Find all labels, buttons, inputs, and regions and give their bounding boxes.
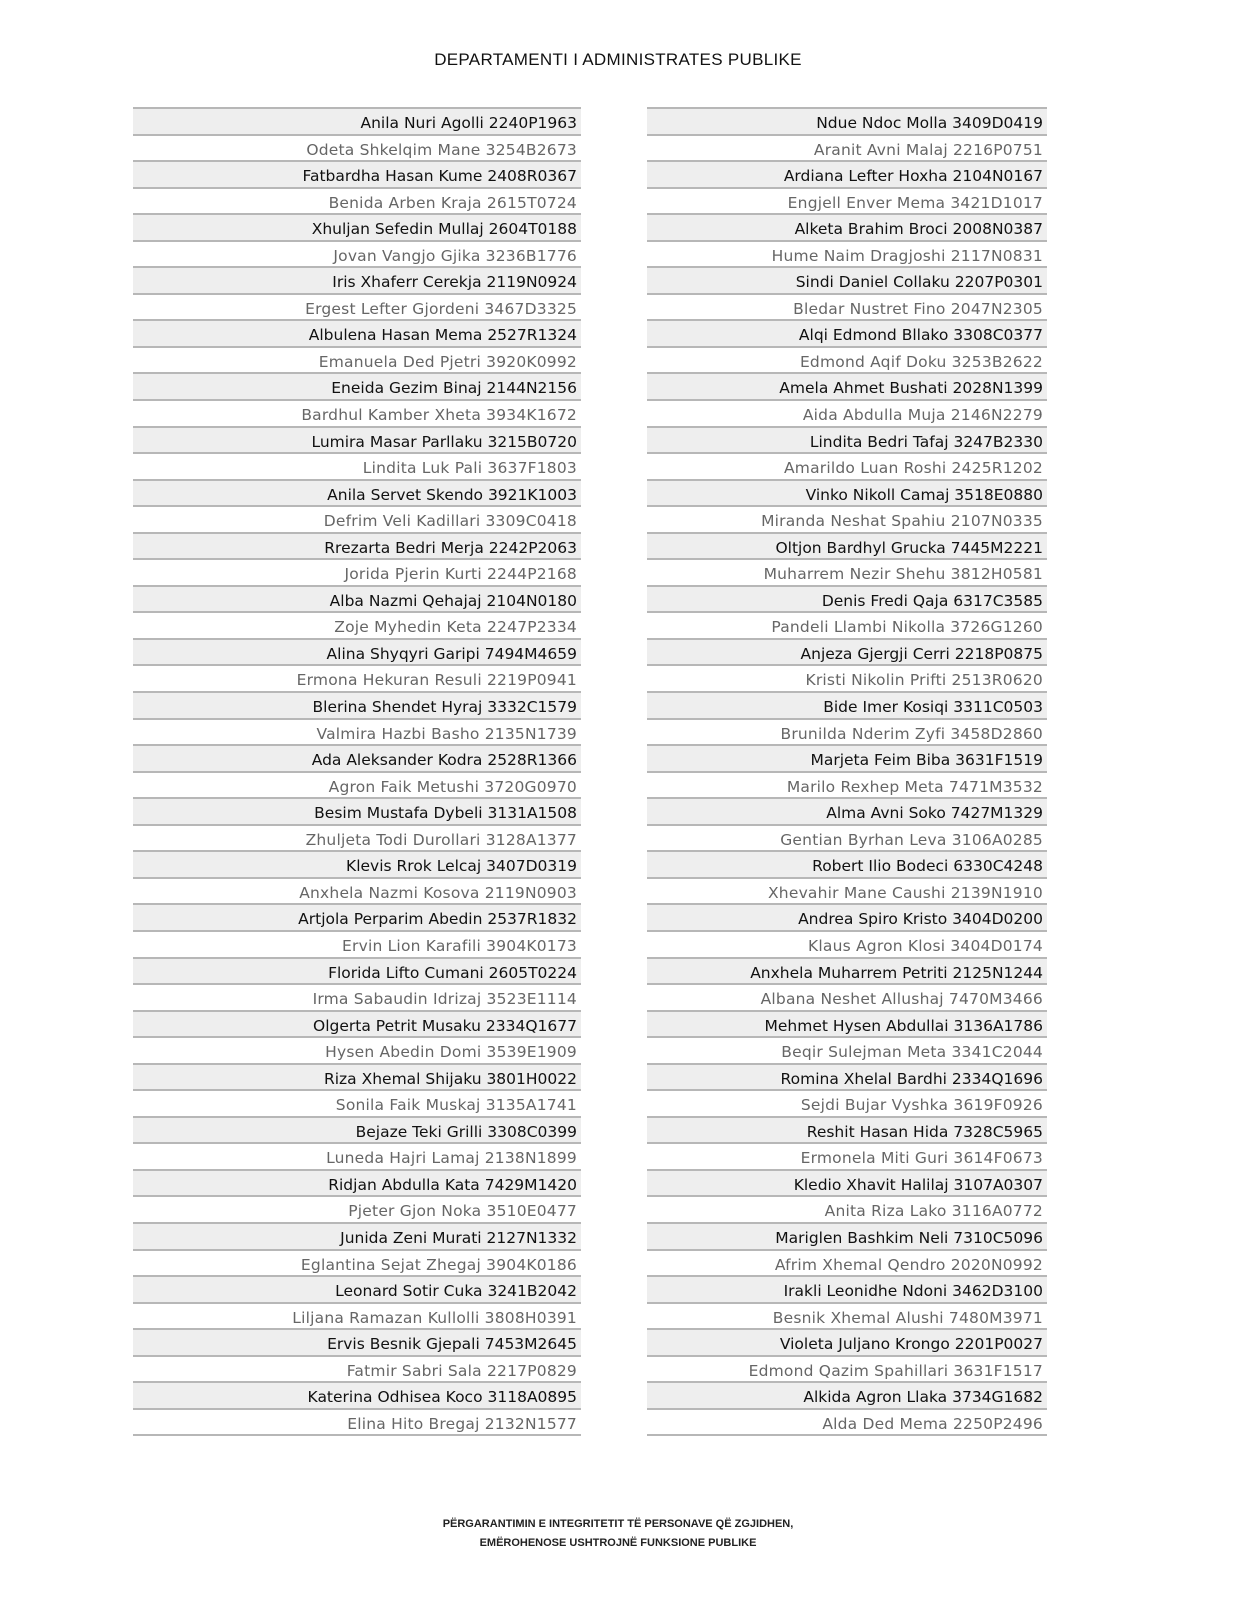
list-item: Benida Arben Kraja 2615T0724 — [133, 187, 581, 214]
list-item: Sonila Faik Muskaj 3135A1741 — [133, 1089, 581, 1116]
list-item: Lumira Masar Parllaku 3215B0720 — [133, 426, 581, 453]
list-item: Ervis Besnik Gjepali 7453M2645 — [133, 1328, 581, 1355]
list-item: Anjeza Gjergji Cerri 2218P0875 — [647, 638, 1047, 665]
list-item: Violeta Juljano Krongo 2201P0027 — [647, 1328, 1047, 1355]
right-name-list — [647, 107, 1047, 1436]
list-item: Alina Shyqyri Garipi 7494M4659 — [133, 638, 581, 665]
list-item: Anila Nuri Agolli 2240P1963 — [133, 107, 581, 134]
list-item: Bledar Nustret Fino 2047N2305 — [647, 293, 1047, 320]
list-item: Ervin Lion Karafili 3904K0173 — [133, 930, 581, 957]
list-item: Fatmir Sabri Sala 2217P0829 — [133, 1355, 581, 1382]
footer — [0, 1515, 1236, 1553]
list-item: Florida Lifto Cumani 2605T0224 — [133, 957, 581, 984]
list-item: Artjola Perparim Abedin 2537R1832 — [133, 903, 581, 930]
list-item: Aida Abdulla Muja 2146N2279 — [647, 399, 1047, 426]
list-item: Hysen Abedin Domi 3539E1909 — [133, 1036, 581, 1063]
list-item: Ada Aleksander Kodra 2528R1366 — [133, 744, 581, 771]
list-item: Klaus Agron Klosi 3404D0174 — [647, 930, 1047, 957]
list-item: Oltjon Bardhyl Grucka 7445M2221 — [647, 532, 1047, 559]
list-item: Ardiana Lefter Hoxha 2104N0167 — [647, 160, 1047, 187]
list-item: Besim Mustafa Dybeli 3131A1508 — [133, 797, 581, 824]
list-item: Marilo Rexhep Meta 7471M3532 — [647, 771, 1047, 798]
list-item: Klevis Rrok Lelcaj 3407D0319 — [133, 850, 581, 877]
list-item: Edmond Qazim Spahillari 3631F1517 — [647, 1355, 1047, 1382]
list-item: Ermonela Miti Guri 3614F0673 — [647, 1142, 1047, 1169]
list-item: Anila Servet Skendo 3921K1003 — [133, 479, 581, 506]
list-end-divider — [647, 1434, 1047, 1436]
list-item: Bejaze Teki Grilli 3308C0399 — [133, 1116, 581, 1143]
list-item: Muharrem Nezir Shehu 3812H0581 — [647, 558, 1047, 585]
list-item: Ridjan Abdulla Kata 7429M1420 — [133, 1169, 581, 1196]
list-item: Ermona Hekuran Resuli 2219P0941 — [133, 664, 581, 691]
list-item: Xhevahir Mane Caushi 2139N1910 — [647, 877, 1047, 904]
list-item: Junida Zeni Murati 2127N1332 — [133, 1222, 581, 1249]
list-item: Olgerta Petrit Musaku 2334Q1677 — [133, 1010, 581, 1037]
list-item: Alma Avni Soko 7427M1329 — [647, 797, 1047, 824]
list-item: Lindita Bedri Tafaj 3247B2330 — [647, 426, 1047, 453]
list-item: Anxhela Nazmi Kosova 2119N0903 — [133, 877, 581, 904]
list-item: Kristi Nikolin Prifti 2513R0620 — [647, 664, 1047, 691]
list-item: Bardhul Kamber Xheta 3934K1672 — [133, 399, 581, 426]
list-item: Reshit Hasan Hida 7328C5965 — [647, 1116, 1047, 1143]
list-item: Leonard Sotir Cuka 3241B2042 — [133, 1275, 581, 1302]
list-item: Lindita Luk Pali 3637F1803 — [133, 452, 581, 479]
left-name-list — [133, 107, 581, 1436]
list-item: Afrim Xhemal Qendro 2020N0992 — [647, 1249, 1047, 1276]
list-item: Vinko Nikoll Camaj 3518E0880 — [647, 479, 1047, 506]
list-item: Albana Neshet Allushaj 7470M3466 — [647, 983, 1047, 1010]
list-item: Mehmet Hysen Abdullai 3136A1786 — [647, 1010, 1047, 1037]
list-item: Mariglen Bashkim Neli 7310C5096 — [647, 1222, 1047, 1249]
list-item: Brunilda Nderim Zyfi 3458D2860 — [647, 718, 1047, 745]
list-item: Xhuljan Sefedin Mullaj 2604T0188 — [133, 213, 581, 240]
list-item: Romina Xhelal Bardhi 2334Q1696 — [647, 1063, 1047, 1090]
list-item: Amarildo Luan Roshi 2425R1202 — [647, 452, 1047, 479]
list-item: Denis Fredi Qaja 6317C3585 — [647, 585, 1047, 612]
list-item: Anita Riza Lako 3116A0772 — [647, 1195, 1047, 1222]
list-item: Alda Ded Mema 2250P2496 — [647, 1408, 1047, 1435]
list-item: Blerina Shendet Hyraj 3332C1579 — [133, 691, 581, 718]
list-item: Jovan Vangjo Gjika 3236B1776 — [133, 240, 581, 267]
list-item: Fatbardha Hasan Kume 2408R0367 — [133, 160, 581, 187]
list-item: Irakli Leonidhe Ndoni 3462D3100 — [647, 1275, 1047, 1302]
list-item: Hume Naim Dragjoshi 2117N0831 — [647, 240, 1047, 267]
list-item: Irma Sabaudin Idrizaj 3523E1114 — [133, 983, 581, 1010]
list-item: Amela Ahmet Bushati 2028N1399 — [647, 372, 1047, 399]
list-item: Katerina Odhisea Koco 3118A0895 — [133, 1381, 581, 1408]
list-item: Elina Hito Bregaj 2132N1577 — [133, 1408, 581, 1435]
list-item: Gentian Byrhan Leva 3106A0285 — [647, 824, 1047, 851]
list-item: Besnik Xhemal Alushi 7480M3971 — [647, 1302, 1047, 1329]
list-item: Pjeter Gjon Noka 3510E0477 — [133, 1195, 581, 1222]
list-item: Jorida Pjerin Kurti 2244P2168 — [133, 558, 581, 585]
list-item: Marjeta Feim Biba 3631F1519 — [647, 744, 1047, 771]
list-item: Kledio Xhavit Halilaj 3107A0307 — [647, 1169, 1047, 1196]
list-item: Alba Nazmi Qehajaj 2104N0180 — [133, 585, 581, 612]
page-title: DEPARTAMENTI I ADMINISTRATES PUBLIKE — [434, 50, 802, 69]
list-item: Bide Imer Kosiqi 3311C0503 — [647, 691, 1047, 718]
list-item: Emanuela Ded Pjetri 3920K0992 — [133, 346, 581, 373]
list-item: Eneida Gezim Binaj 2144N2156 — [133, 372, 581, 399]
list-item: Ergest Lefter Gjordeni 3467D3325 — [133, 293, 581, 320]
list-item: Odeta Shkelqim Mane 3254B2673 — [133, 134, 581, 161]
list-item: Riza Xhemal Shijaku 3801H0022 — [133, 1063, 581, 1090]
list-item: Aranit Avni Malaj 2216P0751 — [647, 134, 1047, 161]
list-item: Engjell Enver Mema 3421D1017 — [647, 187, 1047, 214]
list-end-divider — [133, 1434, 581, 1436]
list-item: Alqi Edmond Bllako 3308C0377 — [647, 319, 1047, 346]
list-item: Alkida Agron Llaka 3734G1682 — [647, 1381, 1047, 1408]
list-item: Sejdi Bujar Vyshka 3619F0926 — [647, 1089, 1047, 1116]
list-item: Zoje Myhedin Keta 2247P2334 — [133, 611, 581, 638]
list-item: Alketa Brahim Broci 2008N0387 — [647, 213, 1047, 240]
list-item: Iris Xhaferr Cerekja 2119N0924 — [133, 266, 581, 293]
list-item: Luneda Hajri Lamaj 2138N1899 — [133, 1142, 581, 1169]
list-item: Miranda Neshat Spahiu 2107N0335 — [647, 505, 1047, 532]
list-item: Albulena Hasan Mema 2527R1324 — [133, 319, 581, 346]
list-item: Beqir Sulejman Meta 3341C2044 — [647, 1036, 1047, 1063]
list-item: Zhuljeta Todi Durollari 3128A1377 — [133, 824, 581, 851]
list-item: Edmond Aqif Doku 3253B2622 — [647, 346, 1047, 373]
list-item: Anxhela Muharrem Petriti 2125N1244 — [647, 957, 1047, 984]
list-item: Agron Faik Metushi 3720G0970 — [133, 771, 581, 798]
list-item: Pandeli Llambi Nikolla 3726G1260 — [647, 611, 1047, 638]
footer-line-2: EMËROHENOSE USHTROJNË FUNKSIONE PUBLIKE — [479, 1537, 757, 1549]
list-item: Defrim Veli Kadillari 3309C0418 — [133, 505, 581, 532]
footer-line-1: PËRGARANTIMIN E INTEGRITETIT TË PERSONAVE QË ZGJIDHEN, — [442, 1518, 794, 1530]
list-item: Eglantina Sejat Zhegaj 3904K0186 — [133, 1249, 581, 1276]
list-item: Sindi Daniel Collaku 2207P0301 — [647, 266, 1047, 293]
list-item: Rrezarta Bedri Merja 2242P2063 — [133, 532, 581, 559]
list-item: Andrea Spiro Kristo 3404D0200 — [647, 903, 1047, 930]
list-item: Valmira Hazbi Basho 2135N1739 — [133, 718, 581, 745]
list-item: Robert Ilio Bodeci 6330C4248 — [647, 850, 1047, 877]
list-item: Ndue Ndoc Molla 3409D0419 — [647, 107, 1047, 134]
list-item: Liljana Ramazan Kullolli 3808H0391 — [133, 1302, 581, 1329]
